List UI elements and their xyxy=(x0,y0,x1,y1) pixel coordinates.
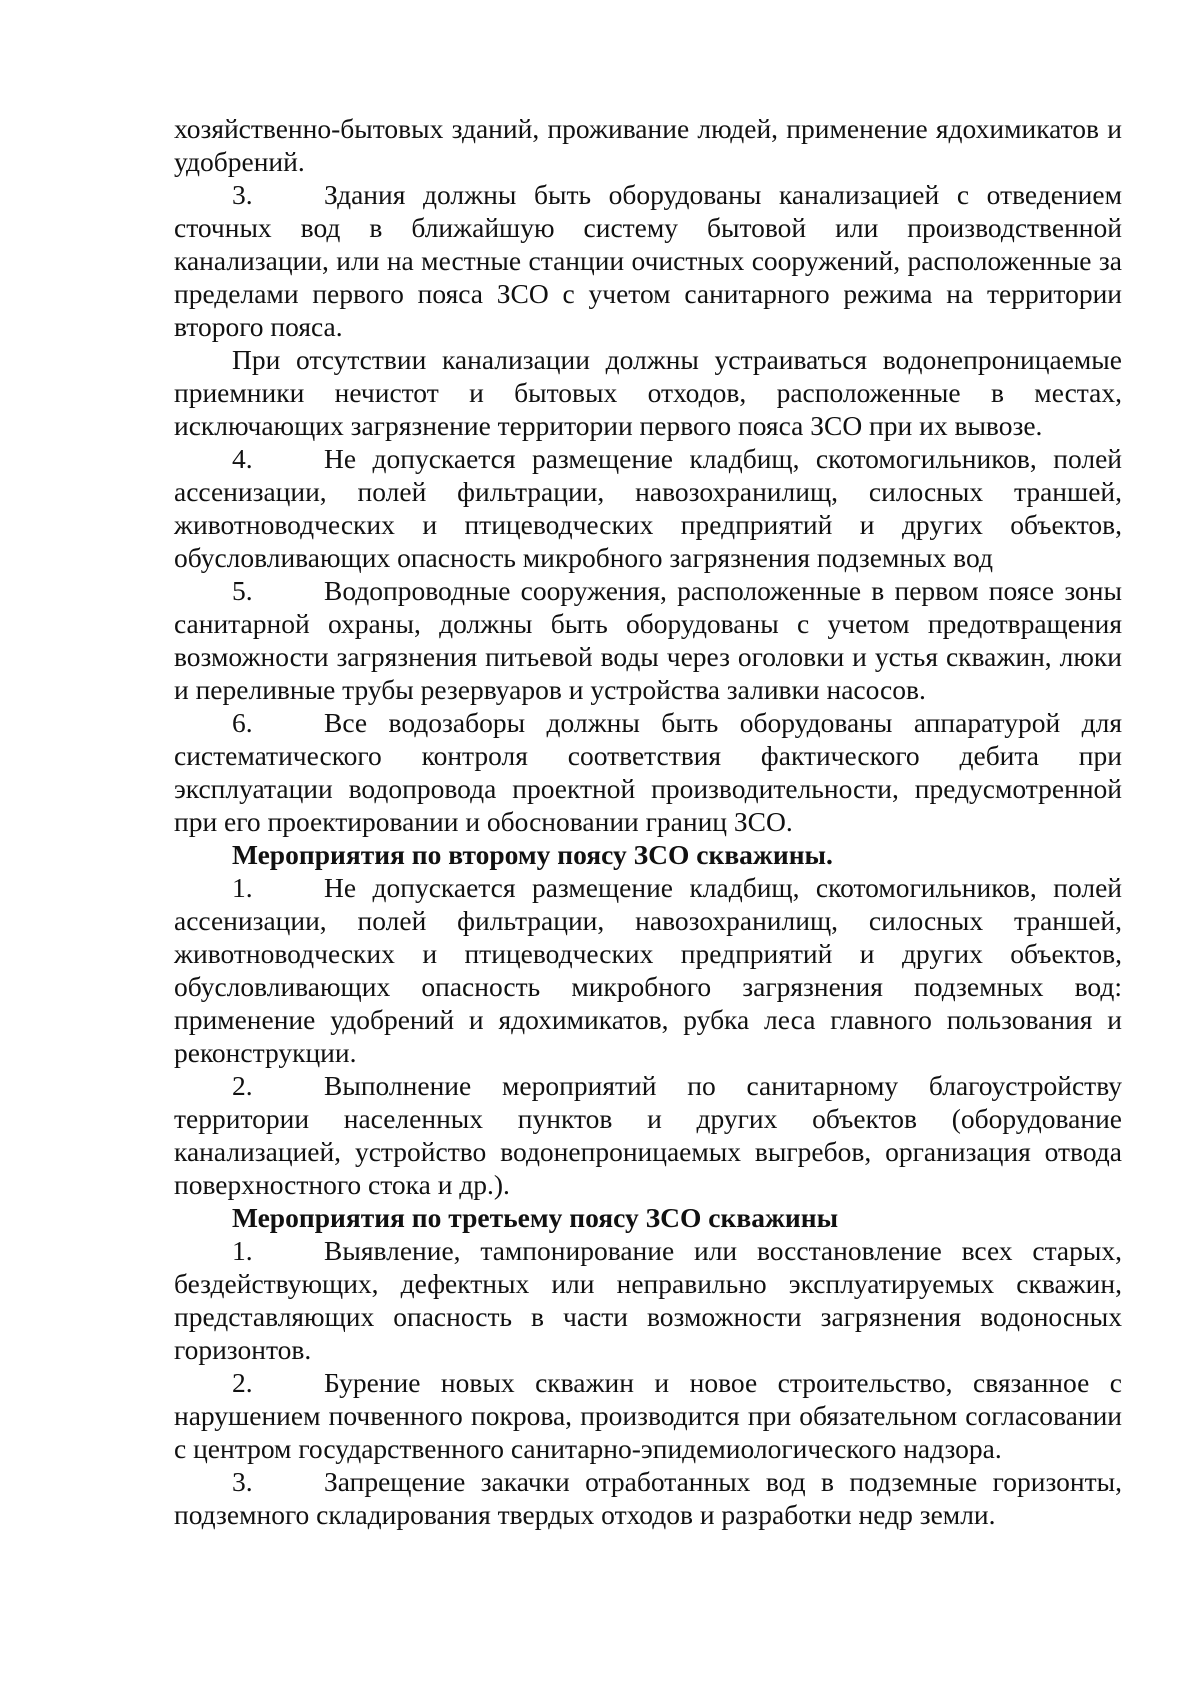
section-heading-third-belt: Мероприятия по третьему поясу ЗСО скважины xyxy=(232,1202,839,1233)
item-text: Здания должны быть оборудованы канализацией с отведением сточных вод в ближайшую систему бытовой или производственной канализации, или на местные станции очистных сооружений, расположенные за пределами первого пояса ЗСО с учетом санитарного режима на территории второго пояса. xyxy=(174,179,1122,342)
item-number: 3. xyxy=(232,179,253,210)
item-number: 3. xyxy=(232,1466,253,1497)
intro-paragraph: хозяйственно-бытовых зданий, проживание людей, применение ядохимикатов и удобрений. xyxy=(174,113,1122,177)
section-heading-second-belt: Мероприятия по второму поясу ЗСО скважины. xyxy=(232,839,833,870)
item-number: 2. xyxy=(232,1070,253,1101)
item-number: 5. xyxy=(232,575,253,606)
list-item xyxy=(174,1234,1122,1366)
item-text: Запрещение закачки отработанных вод в подземные горизонты, подземного складирования твердых отходов и разработки недр земли. xyxy=(174,1466,1122,1530)
item-number: 2. xyxy=(232,1367,253,1398)
list-item xyxy=(174,574,1122,706)
list-item xyxy=(174,442,1122,574)
item-number: 1. xyxy=(232,1235,253,1266)
item-text: Не допускается размещение кладбищ, скотомогильников, полей ассенизации, полей фильтрации, навозохранилищ, силосных траншей, животноводческих и птицеводческих предприятий и других объектов, обусловливающих опасность микробного загрязнения подземных вод: применение удобрений и ядохимикатов, рубка леса главного пользования и реконструкции. xyxy=(174,872,1122,1068)
item-text: Бурение новых скважин и новое строительство, связанное с нарушением почвенного покрова, производится при обязательном согласовании с центром государственного санитарно-эпидемиологического надзора. xyxy=(174,1367,1122,1464)
document-page xyxy=(174,112,1122,1531)
list-item xyxy=(174,706,1122,838)
list-item xyxy=(174,1366,1122,1465)
list-item xyxy=(174,871,1122,1069)
item-number: 1. xyxy=(232,872,253,903)
item-text: Выполнение мероприятий по санитарному благоустройству территории населенных пунктов и других объектов (оборудование канализацией, устройство водонепроницаемых выгребов, организация отвода поверхностного стока и др.). xyxy=(174,1070,1122,1200)
list-item xyxy=(174,1069,1122,1201)
list-item xyxy=(174,178,1122,343)
item-text: Выявление, тампонирование или восстановление всех старых, бездействующих, дефектных или неправильно эксплуатируемых скважин, представляющих опасность в части возможности загрязнения водоносных горизонтов. xyxy=(174,1235,1122,1365)
item-number: 4. xyxy=(232,443,253,474)
item-text: Не допускается размещение кладбищ, скотомогильников, полей ассенизации, полей фильтрации, навозохранилищ, силосных траншей, животноводческих и птицеводческих предприятий и других объектов, обусловливающих опасность микробного загрязнения подземных вод xyxy=(174,443,1122,573)
item-number: 6. xyxy=(232,707,253,738)
item-text: Водопроводные сооружения, расположенные в первом поясе зоны санитарной охраны, должны быть оборудованы с учетом предотвращения возможности загрязнения питьевой воды через оголовки и устья скважин, люки и переливные трубы резервуаров и устройства заливки насосов. xyxy=(174,575,1122,705)
paragraph: При отсутствии канализации должны устраиваться водонепроницаемые приемники нечистот и бытовых отходов, расположенные в местах, исключающих загрязнение территории первого пояса ЗСО при их вывозе. xyxy=(174,344,1122,441)
list-item xyxy=(174,1465,1122,1531)
item-text: Все водозаборы должны быть оборудованы аппаратурой для систематического контроля соответствия фактического дебита при эксплуатации водопровода проектной производительности, предусмотренной при его проектировании и обосновании границ ЗСО. xyxy=(174,707,1122,837)
